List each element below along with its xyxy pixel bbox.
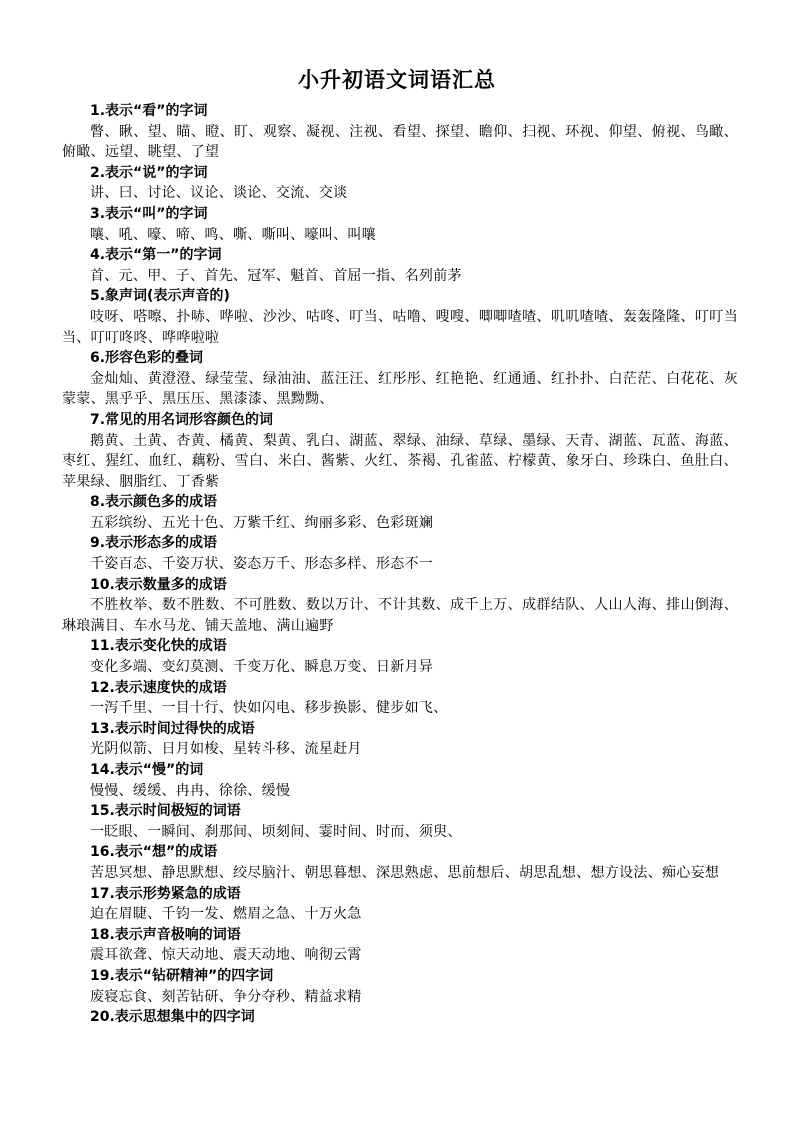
section-heading: 5.象声词(表示声音的) (90, 288, 230, 305)
section-1 (62, 101, 738, 163)
section-body: 吱呀、嗒嚓、扑哧、哗啦、沙沙、咕咚、叮当、咕噜、嗖嗖、唧唧喳喳、叽叽喳喳、轰轰隆隆、叮叮当当、叮叮咚咚、哗哗啦啦 (62, 308, 738, 346)
section-heading: 18.表示声音极响的词语 (90, 926, 241, 943)
section-body: 金灿灿、黄澄澄、绿莹莹、绿油油、蓝汪汪、红彤彤、红艳艳、红通通、红扑扑、白茫茫、白花花、灰蒙蒙、黑乎乎、黑压压、黑漆漆、黑黝黝、 (62, 370, 738, 408)
section-19 (62, 966, 738, 1007)
section-body: 废寝忘食、刻苦钻研、争分夺秒、精益求精 (90, 988, 362, 1005)
section-14 (62, 760, 738, 801)
section-body: 一眨眼、一瞬间、刹那间、顷刻间、霎时间、时而、须臾、 (90, 823, 462, 840)
section-11 (62, 636, 738, 677)
section-2 (62, 163, 738, 204)
section-body: 鹅黄、土黄、杏黄、橘黄、梨黄、乳白、湖蓝、翠绿、油绿、草绿、墨绿、天青、湖蓝、瓦蓝、海蓝、枣红、猩红、血红、藕粉、雪白、米白、酱紫、火红、茶褐、孔雀蓝、柠檬黄、象牙白、珍珠白、鱼肚白、苹果绿、胭脂红、丁香紫 (62, 432, 738, 490)
section-heading: 8.表示颜色多的成语 (90, 494, 218, 511)
section-4 (62, 245, 738, 286)
section-body: 震耳欲聋、惊天动地、震天动地、响彻云霄 (90, 947, 362, 964)
section-16 (62, 842, 738, 883)
section-heading: 11.表示变化快的成语 (90, 638, 227, 655)
section-20 (62, 1007, 738, 1028)
section-heading: 20.表示思想集中的四字词 (90, 1009, 255, 1026)
section-heading: 10.表示数量多的成语 (90, 576, 227, 593)
section-body: 变化多端、变幻莫测、千变万化、瞬息万变、日新月异 (90, 659, 434, 676)
section-heading: 14.表示“慢”的词 (90, 762, 204, 778)
section-body: 慢慢、缓缓、冉冉、徐徐、缓慢 (90, 782, 291, 799)
section-heading: 3.表示“叫”的字词 (90, 205, 208, 222)
section-8 (62, 492, 738, 533)
section-17 (62, 884, 738, 925)
content-area (62, 101, 738, 1028)
section-heading: 19.表示“钻研精神”的四字词 (90, 967, 274, 984)
section-heading: 17.表示形势紧急的成语 (90, 885, 241, 902)
section-heading: 12.表示速度快的成语 (90, 679, 227, 696)
section-body: 首、元、甲、子、首先、冠军、魁首、首屈一指、名列前茅 (90, 267, 462, 284)
section-body: 五彩缤纷、五光十色、万紫千红、绚丽多彩、色彩斑斓 (90, 514, 434, 531)
section-heading: 2.表示“说”的字词 (90, 164, 208, 181)
section-heading: 15.表示时间极短的词语 (90, 803, 241, 820)
section-body: 千姿百态、千姿万状、姿态万千、形态多样、形态不一 (90, 556, 434, 573)
section-7 (62, 410, 738, 492)
section-body: 光阴似箭、日月如梭、星转斗移、流星赶月 (90, 741, 362, 758)
section-13 (62, 719, 738, 760)
section-heading: 9.表示形态多的成语 (90, 535, 218, 552)
section-heading: 4.表示“第一”的字词 (90, 247, 222, 264)
section-15 (62, 801, 738, 842)
section-9 (62, 533, 738, 574)
section-body: 一泻千里、一目十行、快如闪电、移步换影、健步如飞、 (90, 700, 448, 717)
section-10 (62, 575, 738, 637)
section-heading: 13.表示时间过得快的成语 (90, 720, 255, 737)
section-body: 瞥、瞅、望、瞄、瞪、盯、观察、凝视、注视、看望、探望、瞻仰、扫视、环视、仰望、俯视、鸟瞰、俯瞰、远望、眺望、了望 (62, 123, 738, 161)
section-3 (62, 204, 738, 245)
section-5 (62, 286, 738, 348)
section-body: 迫在眉睫、千钧一发、燃眉之急、十万火急 (90, 906, 362, 923)
section-12 (62, 678, 738, 719)
section-heading: 6.形容色彩的叠词 (90, 350, 204, 367)
section-heading: 1.表示“看”的字词 (90, 103, 208, 119)
section-6 (62, 348, 738, 410)
section-body: 不胜枚举、数不胜数、不可胜数、数以万计、不计其数、成千上万、成群结队、人山人海、排山倒海、琳琅满目、车水马龙、铺天盖地、满山遍野 (62, 597, 738, 634)
section-heading: 16.表示“想”的成语 (90, 844, 218, 861)
section-18 (62, 925, 738, 966)
section-body: 讲、曰、讨论、议论、谈论、交流、交谈 (90, 185, 348, 202)
page-title: 小升初语文词语汇总 (298, 68, 496, 92)
section-heading: 7.常见的用名词形容颜色的词 (90, 411, 274, 428)
section-body: 嚷、吼、嚎、啼、鸣、嘶、嘶叫、嚎叫、叫嚷 (90, 226, 376, 243)
section-body: 苦思冥想、静思默想、绞尽脑汁、朝思暮想、深思熟虑、思前想后、胡思乱想、想方设法、痴心妄想 (90, 864, 720, 881)
